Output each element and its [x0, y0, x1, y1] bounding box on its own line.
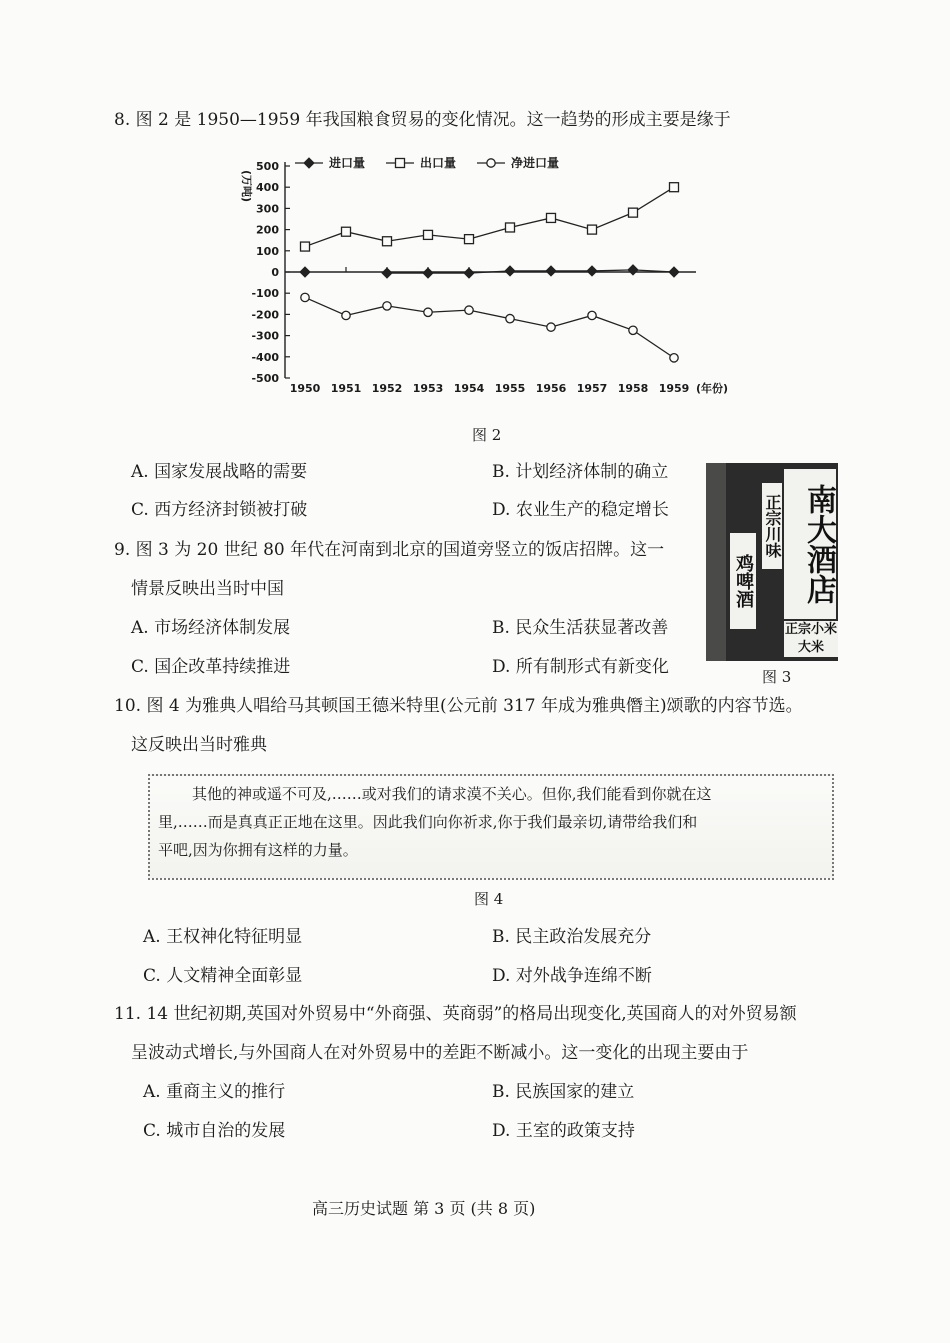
q9-option-d: D. 所有制形式有新变化 [492, 657, 669, 677]
data-point [396, 159, 405, 168]
q11-stem-line-1: 11. 14 世纪初期,英国对外贸易中“外商强、英商弱”的格局出现变化,英国商人的对外贸易额 [114, 1004, 797, 1024]
y-tick-label: 0 [271, 266, 279, 279]
q10-option-a: A. 王权神化特征明显 [143, 927, 303, 947]
data-point [506, 223, 515, 232]
data-point [506, 314, 514, 322]
page-footer: 高三历史试题 第 3 页 (共 8 页) [312, 1199, 536, 1218]
data-point [382, 268, 392, 278]
bottom-sign: 正宗小米大米 [784, 622, 837, 655]
q11-stem-line-2: 呈波动式增长,与外国商人在对外贸易中的差距不断减小。这一变化的出现主要由于 [131, 1043, 749, 1063]
q8-stem: 8. 图 2 是 1950—1959 年我国粮食贸易的变化情况。这一趋势的形成主要是缘于 [114, 110, 731, 130]
q10-option-d: D. 对外战争连绵不断 [492, 966, 652, 986]
legend-label: 进口量 [329, 156, 366, 170]
q9-stem-line-2: 情景反映出当时中国 [131, 579, 284, 599]
data-point [629, 208, 638, 217]
data-point [670, 354, 678, 362]
q8-option-c: C. 西方经济封锁被打破 [131, 500, 308, 520]
y-tick-label: -300 [251, 329, 279, 343]
x-tick-label: 1950 [289, 382, 321, 395]
x-tick-label: 1953 [412, 382, 444, 395]
data-point [383, 237, 392, 246]
series-line [305, 187, 674, 246]
data-point [588, 311, 596, 319]
data-point [487, 159, 495, 167]
x-tick-label: 1958 [617, 382, 649, 395]
data-point [342, 227, 351, 236]
photo-shadow [706, 463, 726, 661]
q8-option-d: D. 农业生产的稳定增长 [492, 500, 669, 520]
data-point [301, 293, 309, 301]
x-tick-label: 1957 [576, 382, 608, 395]
quote-line-1: 其他的神或遥不可及,……或对我们的请求漠不关心。但你,我们能看到你就在这 [192, 785, 712, 803]
y-tick-label: 500 [256, 160, 279, 173]
data-point [669, 267, 679, 277]
q11-option-d: D. 王室的政策支持 [492, 1121, 635, 1141]
x-axis-label: (年份) [696, 382, 729, 395]
legend-label: 净进口量 [511, 156, 560, 170]
y-tick-label: 300 [256, 202, 279, 216]
data-point [629, 326, 637, 334]
hymn-quote-box [148, 774, 834, 880]
grain-trade-chart [225, 148, 735, 410]
data-point [301, 242, 310, 251]
q10-option-c: C. 人文精神全面彰显 [143, 966, 303, 986]
q11-option-c: C. 城市自治的发展 [143, 1121, 286, 1141]
data-point [423, 268, 433, 278]
data-point [547, 213, 556, 222]
vertical-sign-1: 正宗川味 [762, 483, 782, 569]
quote-line-2: 里,……而是真真正正地在这里。因此我们向你祈求,你于我们最亲切,请带给我们和 [158, 813, 698, 831]
data-point [464, 268, 474, 278]
y-tick-label: 200 [256, 223, 279, 237]
y-tick-label: -100 [251, 287, 279, 301]
figure-4-caption: 图 4 [474, 890, 504, 908]
figure-2-caption: 图 2 [472, 426, 502, 444]
data-point [588, 225, 597, 234]
legend-label: 出口量 [420, 156, 457, 170]
series-line [305, 297, 674, 357]
q11-option-a: A. 重商主义的推行 [143, 1082, 286, 1102]
q9-option-a: A. 市场经济体制发展 [131, 618, 291, 638]
quote-line-3: 平吧,因为你拥有这样的力量。 [158, 841, 358, 859]
data-point [424, 230, 433, 239]
data-point [383, 302, 391, 310]
y-tick-label: -200 [251, 308, 279, 322]
data-point [304, 158, 314, 168]
y-tick-label: 400 [256, 181, 279, 195]
q8-option-a: A. 国家发展战略的需要 [131, 462, 308, 482]
y-tick-label: -500 [251, 372, 279, 385]
data-point [670, 183, 679, 192]
y-tick-label: -400 [251, 350, 279, 364]
x-tick-label: 1959 [658, 382, 690, 395]
data-point [342, 311, 350, 319]
x-tick-label: 1952 [371, 382, 403, 395]
q9-option-c: C. 国企改革持续推进 [131, 657, 291, 677]
data-point [546, 266, 556, 276]
data-point [587, 266, 597, 276]
q9-option-b: B. 民众生活获显著改善 [492, 618, 669, 638]
q11-option-b: B. 民族国家的建立 [492, 1082, 635, 1102]
q10-stem-line-1: 10. 图 4 为雅典人唱给马其顿国王德米特里(公元前 317 年成为雅典僭主)颂歌的内容节选。 [114, 696, 803, 716]
data-point [628, 265, 638, 275]
data-point [465, 235, 474, 244]
data-point [547, 323, 555, 331]
restaurant-sign-photo [706, 463, 838, 661]
q10-option-b: B. 民主政治发展充分 [492, 927, 652, 947]
vertical-sign-2: 鸡啤酒 [730, 533, 756, 629]
x-tick-label: 1951 [330, 382, 362, 395]
y-axis-label: (万吨) [240, 170, 253, 203]
x-tick-label: 1955 [494, 382, 526, 395]
q9-stem-line-1: 9. 图 3 为 20 世纪 80 年代在河南到北京的国道旁竖立的饭店招牌。这一 [114, 540, 665, 560]
data-point [424, 308, 432, 316]
big-sign: 南大酒店 [784, 469, 836, 619]
q10-stem-line-2: 这反映出当时雅典 [131, 735, 267, 755]
figure-3-caption: 图 3 [762, 668, 792, 686]
x-tick-label: 1956 [535, 382, 567, 395]
data-point [505, 266, 515, 276]
y-tick-label: 100 [256, 244, 279, 258]
x-tick-label: 1954 [453, 382, 485, 395]
q8-option-b: B. 计划经济体制的确立 [492, 462, 669, 482]
data-point [465, 306, 473, 314]
data-point [300, 267, 310, 277]
